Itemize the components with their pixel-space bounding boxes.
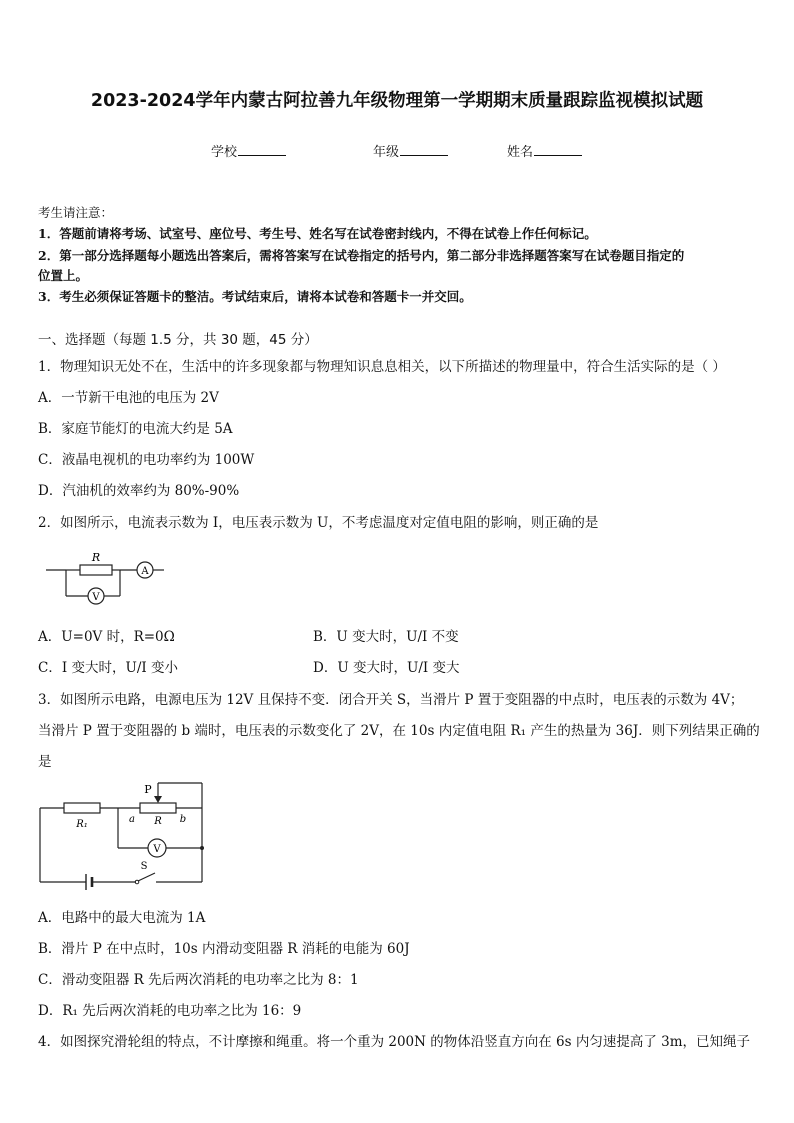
q3-switch	[138, 873, 155, 881]
school-field	[211, 141, 286, 160]
grade-blank[interactable]	[400, 143, 448, 156]
q2-option-c[interactable]: C．I 变大时，U/I 变小	[38, 660, 179, 676]
question-3-stem-line-1: 3．如图所示电路，电源电压为 12V 且保持不变．闭合开关 S，当滑片 P 置于变阻器的中点时，电压表的示数为 4V；	[38, 692, 744, 708]
q1-option-a[interactable]: A．一节新干电池的电压为 2V	[38, 390, 219, 406]
section-heading: 一、选择题（每题 1.5 分，共 30 题，45 分）	[38, 332, 318, 348]
notice-line-1: 1．答题前请将考场、试室号、座位号、考生号、姓名写在试卷密封线内，不得在试卷上作任何标记。	[38, 226, 597, 241]
q3-option-b[interactable]: B．滑片 P 在中点时，10s 内滑动变阻器 R 消耗的电能为 60J	[38, 941, 410, 957]
q3-switch-label: S	[140, 861, 148, 872]
q3-voltmeter-label: V	[153, 844, 161, 855]
q3-slider-label: P	[144, 783, 152, 796]
q2-option-a[interactable]: A．U=0V 时，R=0Ω	[38, 629, 175, 645]
q2-resistor	[80, 565, 112, 575]
q3-circuit-diagram	[36, 774, 216, 892]
question-3-stem-line-2: 当滑片 P 置于变阻器的 b 端时，电压表的示数变化了 2V，在 10s 内定值电阻 R₁ 产生的热量为 36J．则下列结果正确的	[38, 723, 760, 739]
q2-option-b[interactable]: B．U 变大时，U/I 不变	[313, 629, 459, 645]
q3-resistor-r1	[64, 803, 100, 813]
name-label: 姓名	[507, 145, 534, 160]
name-blank[interactable]	[534, 143, 582, 156]
grade-label: 年级	[373, 145, 400, 160]
question-1-stem: 1．物理知识无处不在，生活中的许多现象都与物理知识息息相关，以下所描述的物理量中，符合生活实际的是（ ）	[38, 359, 726, 375]
q3-option-d[interactable]: D．R₁ 先后两次消耗的电功率之比为 16：9	[38, 1003, 302, 1019]
grade-field	[373, 141, 448, 160]
q3-rheostat	[140, 803, 176, 813]
question-3-stem-line-3: 是	[38, 754, 52, 770]
school-label: 学校	[211, 145, 238, 160]
q1-option-b[interactable]: B．家庭节能灯的电流大约是 5A	[38, 421, 233, 437]
q3-option-a[interactable]: A．电路中的最大电流为 1A	[38, 910, 206, 926]
q1-option-c[interactable]: C．液晶电视机的电功率约为 100W	[38, 452, 255, 468]
q2-circuit-diagram	[40, 548, 170, 606]
q3-r1-label: R₁	[76, 819, 88, 830]
q2-resistor-label: R	[91, 551, 101, 564]
school-blank[interactable]	[238, 143, 286, 156]
q3-r-label: R	[154, 816, 162, 827]
name-field	[507, 141, 582, 160]
notice-line-3: 3．考生必须保证答题卡的整洁。考试结束后，请将本试卷和答题卡一并交回。	[38, 289, 472, 304]
question-4-stem: 4．如图探究滑轮组的特点，不计摩擦和绳重。将一个重为 200N 的物体沿竖直方向在 6s 内匀速提高了 3m，已知绳子	[38, 1034, 751, 1050]
q1-option-d[interactable]: D．汽油机的效率约为 80%-90%	[38, 483, 240, 499]
q2-option-d[interactable]: D．U 变大时，U/I 变大	[313, 660, 460, 676]
q2-voltmeter-label: V	[92, 592, 100, 603]
notice-line-2: 2．第一部分选择题每小题选出答案后，需将答案写在试卷指定的括号内，第二部分非选择题答案写在试卷题目指定的	[38, 248, 685, 263]
question-2-stem: 2．如图所示，电流表示数为 I，电压表示数为 U，不考虑温度对定值电阻的影响，则正确的是	[38, 515, 599, 531]
notice-line-2-cont: 位置上。	[38, 268, 89, 283]
q2-ammeter-label: A	[141, 566, 149, 577]
q3-slider-arrow	[154, 796, 162, 803]
page-title: 2023-2024学年内蒙古阿拉善九年级物理第一学期期末质量跟踪监视模拟试题	[90, 91, 704, 111]
q3-a-label: a	[129, 814, 135, 825]
q3-b-label: b	[179, 814, 187, 825]
q3-option-c[interactable]: C．滑动变阻器 R 先后两次消耗的电功率之比为 8：1	[38, 972, 359, 988]
notice-heading: 考生请注意：	[38, 205, 114, 220]
